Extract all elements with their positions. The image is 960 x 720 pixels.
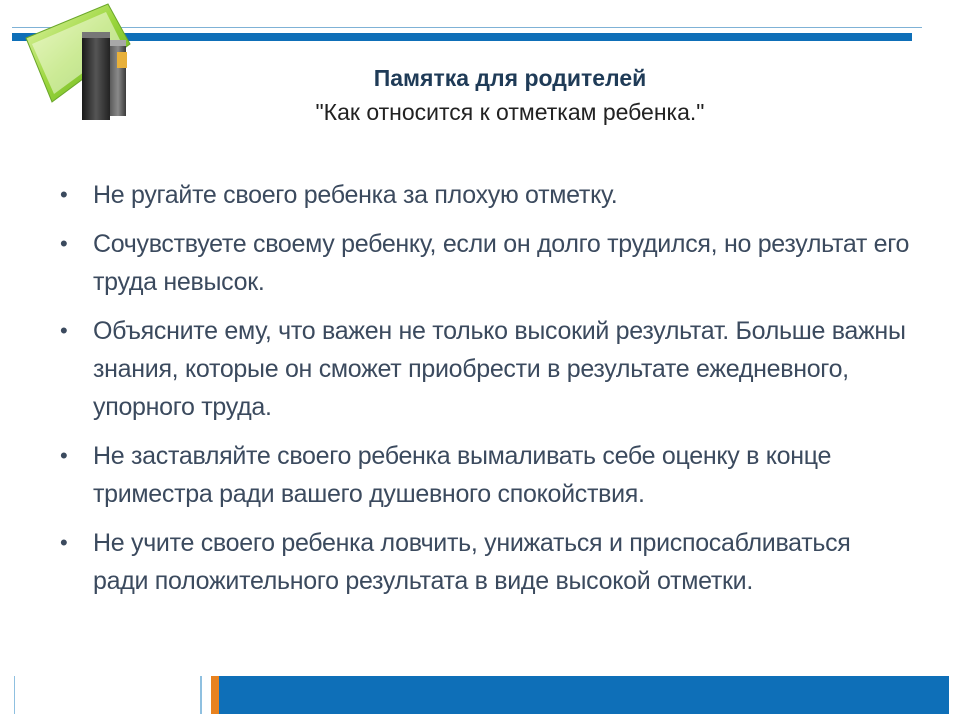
bullet-text: Не учите своего ребенка ловчить, унижаться и приспосабливаться ради положительного результата в виде высокой отметки. — [93, 529, 851, 595]
bullet-text: Не ругайте своего ребенка за плохую отметку. — [93, 181, 618, 209]
bullet-list — [60, 176, 910, 611]
bullet-item — [60, 437, 910, 513]
bullet-item — [60, 225, 910, 301]
title-main: Памятка для родителей — [373, 65, 647, 91]
bullet-icon: • — [60, 182, 68, 207]
books-icon — [22, 0, 152, 124]
bullet-icon: • — [60, 231, 68, 256]
bullet-item — [60, 524, 910, 600]
bullet-item — [60, 312, 910, 426]
bottom-accent-orange — [211, 676, 219, 714]
bullet-item — [60, 176, 910, 214]
bullet-text: Не заставляйте своего ребенка вымаливать себе оценку в конце триместра ради вашего душевного спокойствия. — [93, 442, 832, 508]
title-sub: "Как относится к отметкам ребенка." — [315, 99, 705, 125]
bullet-icon: • — [60, 530, 68, 555]
bottom-rule-mid — [200, 676, 202, 714]
bullet-text: Сочувствуете своему ребенку, если он долго трудился, но результат его труда невысок. — [93, 230, 910, 296]
bullet-icon: • — [60, 318, 68, 343]
bullet-icon: • — [60, 443, 68, 468]
bottom-rule-left — [14, 676, 15, 714]
slide-title — [150, 62, 870, 130]
bullet-text: Объясните ему, что важен не только высокий результат. Больше важны знания, которые он сможет приобрести в результате ежедневного, упорного труда. — [93, 317, 906, 421]
bottom-accent-blue — [219, 676, 949, 714]
